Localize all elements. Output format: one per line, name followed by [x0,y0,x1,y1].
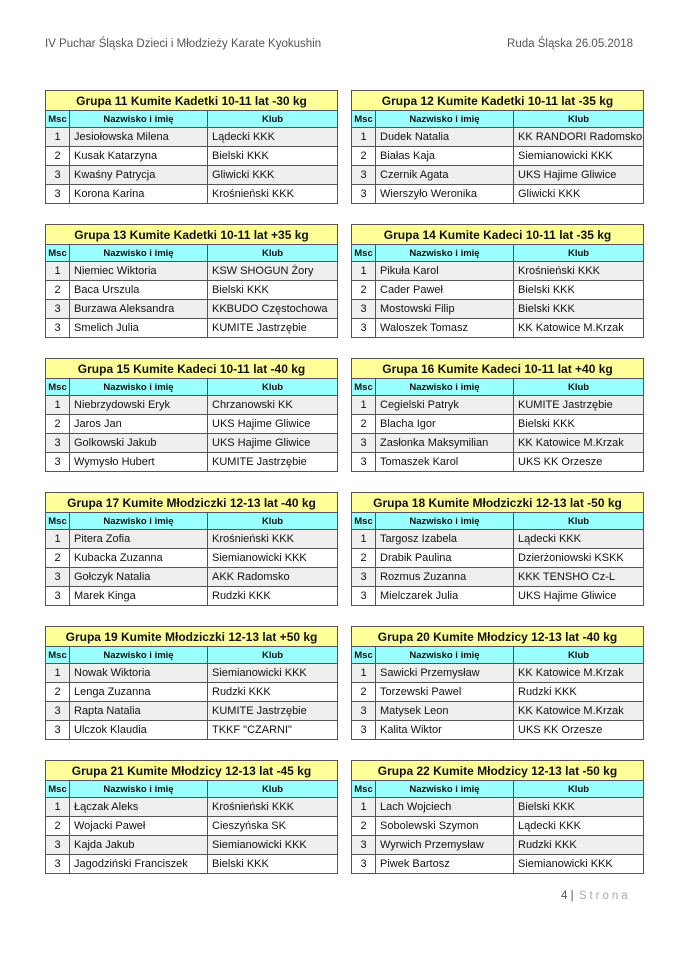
club-cell: Krośnieński KKK [208,185,338,204]
place-cell: 3 [352,587,376,606]
club-cell: KK Katowice M.Krzak [514,664,644,683]
club-cell: UKS KK Orzesze [514,453,644,472]
competitor-name-cell: Torzewski Pawel [376,683,514,702]
table-row [352,281,644,300]
competitor-name-cell: Targosz Izabela [376,530,514,549]
competitor-name-cell: Korona Karina [70,185,208,204]
table-row [46,434,338,453]
club-cell: Dzierżoniowski KSKK [514,549,644,568]
table-row [46,415,338,434]
competitor-name-cell: Jaros Jan [70,415,208,434]
competitor-name-cell: Nowak Wiktoria [70,664,208,683]
table-row [352,396,644,415]
group-table [45,90,338,204]
group-title: Grupa 22 Kumite Młodzicy 12-13 lat -50 kg [352,761,644,781]
club-cell: Krośnieński KKK [514,262,644,281]
club-cell: KK Katowice M.Krzak [514,434,644,453]
place-cell: 3 [352,300,376,319]
club-cell: UKS Hajime Gliwice [208,415,338,434]
place-cell: 1 [46,396,70,415]
column-header-club: Klub [208,647,338,664]
club-cell: Bielski KKK [514,300,644,319]
place-cell: 3 [46,185,70,204]
competitor-name-cell: Zasłonka Maksymilian [376,434,514,453]
column-header-row [352,245,644,262]
table-row [352,855,644,874]
column-header-row [46,379,338,396]
column-header-name: Nazwisko i imię [376,245,514,262]
table-row [46,319,338,338]
competitor-name-cell: Łączak Aleks [70,798,208,817]
place-cell: 3 [46,300,70,319]
club-cell: KSW SHOGUN Żory [208,262,338,281]
place-cell: 3 [352,434,376,453]
club-cell: Krośnieński KKK [208,530,338,549]
place-cell: 3 [352,319,376,338]
place-cell: 3 [46,721,70,740]
place-cell: 3 [46,568,70,587]
table-row [352,434,644,453]
group-table [45,224,338,338]
competitor-name-cell: Kalita Wiktor [376,721,514,740]
competitor-name-cell: Białas Kaja [376,147,514,166]
club-cell: Cieszyńska SK [208,817,338,836]
page-word: Strona [578,890,631,902]
group-title: Grupa 15 Kumite Kadeci 10-11 lat -40 kg [46,359,338,379]
event-date-location: Ruda Śląska 26.05.2018 [507,38,633,50]
competitor-name-cell: Kajda Jakub [70,836,208,855]
club-cell: KK Katowice M.Krzak [514,702,644,721]
table-row [352,683,644,702]
column-header-msc: Msc [352,245,376,262]
competitor-name-cell: Lach Wojciech [376,798,514,817]
club-cell: KUMITE Jastrzębie [514,396,644,415]
column-header-club: Klub [514,781,644,798]
table-row [46,281,338,300]
competitor-name-cell: Sawicki Przemysław [376,664,514,683]
group-title: Grupa 11 Kumite Kadetki 10-11 lat -30 kg [46,91,338,111]
competitor-name-cell: Mostowski Filip [376,300,514,319]
club-cell: Chrzanowski KK [208,396,338,415]
table-row [46,185,338,204]
competitor-name-cell: Sobolewski Szymon [376,817,514,836]
column-header-msc: Msc [46,513,70,530]
column-header-msc: Msc [352,513,376,530]
competitor-name-cell: Jesiołowska Milena [70,128,208,147]
table-row [352,453,644,472]
table-row [352,702,644,721]
column-header-club: Klub [208,781,338,798]
group-title: Grupa 17 Kumite Młodziczki 12-13 lat -40 kg [46,493,338,513]
table-row [46,549,338,568]
column-header-row [46,513,338,530]
club-cell: KUMITE Jastrzębie [208,319,338,338]
competitor-name-cell: Jagodziński Franciszek [70,855,208,874]
column-header-row [46,647,338,664]
column-header-msc: Msc [46,379,70,396]
table-row [352,262,644,281]
column-header-club: Klub [514,513,644,530]
place-cell: 3 [46,319,70,338]
column-header-club: Klub [514,111,644,128]
table-row [46,798,338,817]
competitor-name-cell: Blacha Igor [376,415,514,434]
club-cell: KK Katowice M.Krzak [514,319,644,338]
group-title-row [352,627,644,647]
club-cell: KKBUDO Częstochowa [208,300,338,319]
table-row [46,530,338,549]
column-header-row [352,647,644,664]
column-header-name: Nazwisko i imię [70,513,208,530]
table-row [46,702,338,721]
table-row [46,568,338,587]
competitor-name-cell: Waloszek Tomasz [376,319,514,338]
place-cell: 3 [352,702,376,721]
place-cell: 1 [352,798,376,817]
group-title: Grupa 14 Kumite Kadeci 10-11 lat -35 kg [352,225,644,245]
place-cell: 3 [46,702,70,721]
club-cell: Lądecki KKK [514,817,644,836]
group-table [351,90,644,204]
place-cell: 1 [352,396,376,415]
column-header-name: Nazwisko i imię [70,111,208,128]
group-title-row [46,761,338,781]
club-cell: Gliwicki KKK [514,185,644,204]
club-cell: UKS Hajime Gliwice [514,166,644,185]
place-cell: 1 [352,128,376,147]
club-cell: UKS Hajime Gliwice [514,587,644,606]
column-header-name: Nazwisko i imię [376,379,514,396]
club-cell: AKK Radomsko [208,568,338,587]
place-cell: 3 [46,855,70,874]
club-cell: Bielski KKK [208,855,338,874]
competitor-name-cell: Gołczyk Natalia [70,568,208,587]
competitor-name-cell: Cader Paweł [376,281,514,300]
group-table [351,626,644,740]
group-title-row [352,225,644,245]
club-cell: Siemianowicki KKK [514,147,644,166]
place-cell: 3 [352,453,376,472]
document-title: IV Puchar Śląska Dzieci i Młodzieży Karate Kyokushin [45,38,322,50]
table-row [352,319,644,338]
club-cell: Bielski KKK [208,281,338,300]
column-header-row [46,111,338,128]
column-header-row [46,245,338,262]
place-cell: 3 [46,587,70,606]
table-row [352,147,644,166]
table-row [352,300,644,319]
club-cell: KK RANDORI Radomsko [514,128,644,147]
column-header-name: Nazwisko i imię [70,647,208,664]
page-footer [561,890,631,902]
group-title: Grupa 16 Kumite Kadeci 10-11 lat +40 kg [352,359,644,379]
column-header-club: Klub [514,647,644,664]
table-row [46,300,338,319]
group-title: Grupa 21 Kumite Młodzicy 12-13 lat -45 kg [46,761,338,781]
table-row [46,817,338,836]
column-header-club: Klub [208,245,338,262]
club-cell: Krośnieński KKK [208,798,338,817]
group-table [45,492,338,606]
club-cell: Bielski KKK [514,798,644,817]
table-row [352,817,644,836]
group-title-row [352,359,644,379]
table-row [46,836,338,855]
column-header-name: Nazwisko i imię [376,781,514,798]
place-cell: 2 [46,281,70,300]
table-row [46,147,338,166]
column-header-row [352,513,644,530]
group-title: Grupa 12 Kumite Kadetki 10-11 lat -35 kg [352,91,644,111]
club-cell: Gliwicki KKK [208,166,338,185]
club-cell: Bielski KKK [514,415,644,434]
column-header-msc: Msc [46,781,70,798]
group-title-row [46,359,338,379]
club-cell: Rudzki KKK [514,683,644,702]
place-cell: 2 [352,415,376,434]
place-cell: 1 [352,664,376,683]
competitor-name-cell: Pitera Zofia [70,530,208,549]
place-cell: 1 [46,664,70,683]
competitor-name-cell: Kusak Katarzyna [70,147,208,166]
place-cell: 2 [352,549,376,568]
place-cell: 2 [46,817,70,836]
competitor-name-cell: Matysek Leon [376,702,514,721]
group-title-row [352,91,644,111]
column-header-club: Klub [514,245,644,262]
club-cell: UKS Hajime Gliwice [208,434,338,453]
competitor-name-cell: Rapta Natalia [70,702,208,721]
table-row [46,855,338,874]
place-cell: 1 [46,128,70,147]
competitor-name-cell: Niemiec Wiktoria [70,262,208,281]
club-cell: Lądecki KKK [208,128,338,147]
group-table [351,358,644,472]
club-cell: UKS KK Orzesze [514,721,644,740]
competitor-name-cell: Wymysło Hubert [70,453,208,472]
column-header-row [352,111,644,128]
table-row [352,664,644,683]
club-cell: KUMITE Jastrzębie [208,702,338,721]
table-row [352,166,644,185]
column-header-name: Nazwisko i imię [70,781,208,798]
club-cell: Bielski KKK [208,147,338,166]
group-title-row [46,225,338,245]
column-header-row [46,781,338,798]
place-cell: 2 [352,683,376,702]
column-header-msc: Msc [46,245,70,262]
table-row [46,664,338,683]
competitor-name-cell: Piwek Bartosz [376,855,514,874]
place-cell: 3 [46,453,70,472]
group-title: Grupa 19 Kumite Młodziczki 12-13 lat +50 kg [46,627,338,647]
competitor-name-cell: Cegielski Patryk [376,396,514,415]
place-cell: 2 [46,683,70,702]
club-cell: Lądecki KKK [514,530,644,549]
club-cell: Siemianowicki KKK [514,855,644,874]
footer-separator: | [570,890,574,902]
place-cell: 3 [352,166,376,185]
competitor-name-cell: Wierszyło Weronika [376,185,514,204]
group-title-row [46,493,338,513]
table-row [46,683,338,702]
table-row [46,721,338,740]
competitor-name-cell: Baca Urszula [70,281,208,300]
place-cell: 2 [46,415,70,434]
column-header-row [352,781,644,798]
group-table [351,492,644,606]
club-cell: Rudzki KKK [514,836,644,855]
column-header-msc: Msc [46,647,70,664]
group-title: Grupa 13 Kumite Kadetki 10-11 lat +35 kg [46,225,338,245]
group-title: Grupa 18 Kumite Młodziczki 12-13 lat -50 kg [352,493,644,513]
competitor-name-cell: Marek Kinga [70,587,208,606]
table-row [352,721,644,740]
table-row [46,587,338,606]
place-cell: 1 [352,530,376,549]
column-header-row [352,379,644,396]
group-table [45,358,338,472]
table-row [46,396,338,415]
table-row [352,549,644,568]
place-cell: 3 [46,836,70,855]
club-cell: Rudzki KKK [208,587,338,606]
column-header-club: Klub [208,111,338,128]
place-cell: 2 [352,817,376,836]
competitor-name-cell: Ulczok Klaudia [70,721,208,740]
table-row [352,836,644,855]
competitor-name-cell: Czernik Agata [376,166,514,185]
place-cell: 1 [46,262,70,281]
table-row [352,415,644,434]
place-cell: 2 [46,549,70,568]
place-cell: 3 [352,855,376,874]
place-cell: 2 [46,147,70,166]
competitor-name-cell: Smelich Julia [70,319,208,338]
column-header-name: Nazwisko i imię [70,379,208,396]
column-header-club: Klub [208,379,338,396]
group-title-row [352,493,644,513]
competitor-name-cell: Kwaśny Patrycja [70,166,208,185]
column-header-msc: Msc [352,647,376,664]
competitor-name-cell: Kubacka Zuzanna [70,549,208,568]
competitor-name-cell: Niebrzydowski Eryk [70,396,208,415]
group-title-row [46,91,338,111]
column-header-club: Klub [208,513,338,530]
table-row [46,166,338,185]
column-header-name: Nazwisko i imię [376,647,514,664]
club-cell: TKKF "CZARNI" [208,721,338,740]
club-cell: Siemianowicki KKK [208,836,338,855]
place-cell: 2 [352,147,376,166]
competitor-name-cell: Drabik Paulina [376,549,514,568]
place-cell: 3 [46,434,70,453]
group-title-row [46,627,338,647]
competitor-name-cell: Dudek Natalia [376,128,514,147]
competitor-name-cell: Wojacki Paweł [70,817,208,836]
competitor-name-cell: Rozmus Zuzanna [376,568,514,587]
table-row [46,128,338,147]
place-cell: 3 [352,568,376,587]
club-cell: Bielski KKK [514,281,644,300]
place-cell: 1 [46,530,70,549]
club-cell: Siemianowicki KKK [208,549,338,568]
competitor-name-cell: Golkowski Jakub [70,434,208,453]
column-header-msc: Msc [352,111,376,128]
competitor-name-cell: Tomaszek Karol [376,453,514,472]
column-header-msc: Msc [352,379,376,396]
page-number: 4 [561,890,568,902]
table-row [46,262,338,281]
place-cell: 1 [46,798,70,817]
column-header-msc: Msc [46,111,70,128]
place-cell: 3 [352,836,376,855]
competitor-name-cell: Burzawa Aleksandra [70,300,208,319]
column-header-name: Nazwisko i imię [376,111,514,128]
table-row [352,128,644,147]
group-title: Grupa 20 Kumite Młodzicy 12-13 lat -40 kg [352,627,644,647]
column-header-name: Nazwisko i imię [376,513,514,530]
group-table [351,760,644,874]
club-cell: KKK TENSHO Cz-L [514,568,644,587]
competitor-name-cell: Pikuła Karol [376,262,514,281]
table-row [352,568,644,587]
table-row [352,587,644,606]
place-cell: 1 [352,262,376,281]
group-table [45,760,338,874]
table-row [352,798,644,817]
place-cell: 3 [352,721,376,740]
place-cell: 3 [46,166,70,185]
group-table [351,224,644,338]
column-header-name: Nazwisko i imię [70,245,208,262]
table-row [46,453,338,472]
competitor-name-cell: Wyrwich Przemysław [376,836,514,855]
place-cell: 2 [352,281,376,300]
place-cell: 3 [352,185,376,204]
table-row [352,185,644,204]
competitor-name-cell: Lenga Zuzanna [70,683,208,702]
club-cell: KUMITE Jastrzębie [208,453,338,472]
competitor-name-cell: Mielczarek Julia [376,587,514,606]
group-table [45,626,338,740]
column-header-club: Klub [514,379,644,396]
column-header-msc: Msc [352,781,376,798]
table-row [352,530,644,549]
club-cell: Rudzki KKK [208,683,338,702]
club-cell: Siemianowicki KKK [208,664,338,683]
group-title-row [352,761,644,781]
